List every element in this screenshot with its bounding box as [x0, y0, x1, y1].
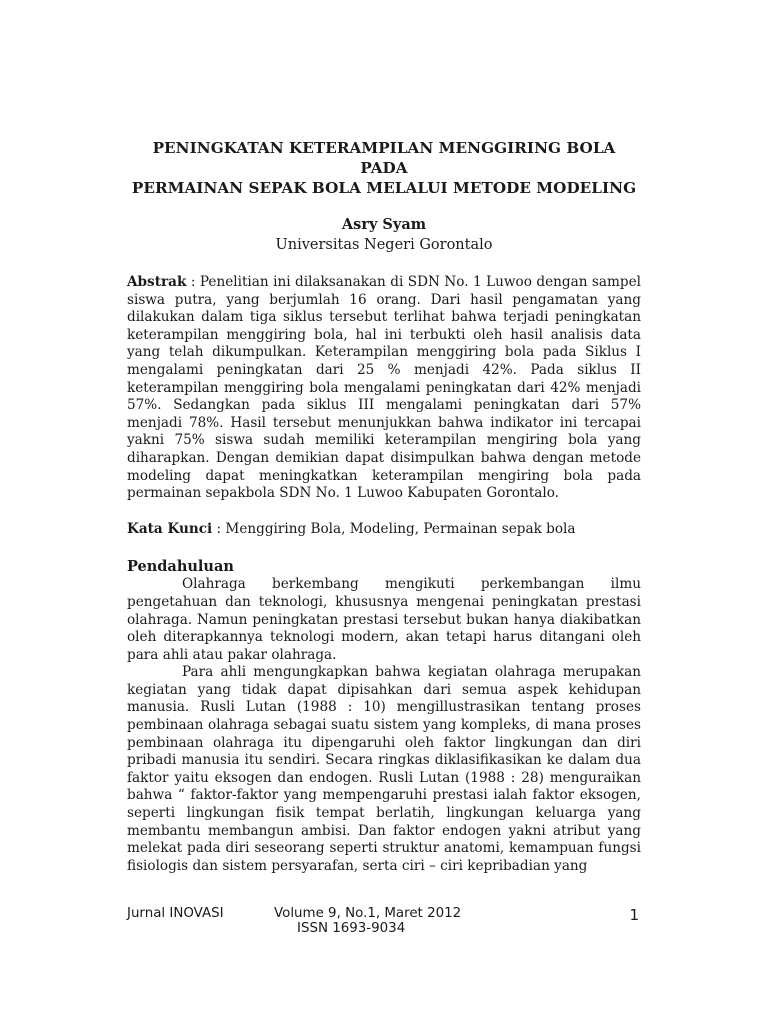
- page-footer: [127, 906, 641, 940]
- keywords-text: : Menggiring Bola, Modeling, Permainan sepak bola: [212, 520, 576, 537]
- body-paragraph-1: Olahraga berkembang mengikuti perkembangan ilmu pengetahuan dan teknologi, khususnya mengenai peningkatan prestasi olahraga. Namun peningkatan prestasi tersebut bukan hanya diakibatkan oleh diterapkannya teknologi modern, akan tetapi harus ditangani oleh para ahli atau pakar olahraga.: [127, 576, 641, 663]
- footer-volume: Volume 9, No.1, Maret 2012: [274, 906, 462, 921]
- footer-page-number: 1: [629, 906, 639, 924]
- keywords: [127, 521, 641, 539]
- abstract: [127, 274, 641, 503]
- paper-title: [127, 138, 641, 198]
- keywords-label: Kata Kunci: [127, 520, 213, 537]
- body-paragraph-2: Para ahli mengungkapkan bahwa kegiatan olahraga merupakan kegiatan yang tidak dapat dipisahkan dari semua aspek kehidupan manusia. Rusli Lutan (1988 : 10) mengillustrasikan tentang proses pembinaan olahraga sebagai suatu sistem yang kompleks, di mana proses pembinaan olahraga itu dipengaruhi oleh faktor lingkungan dan diri pribadi manusia itu sendiri. Secara ringkas diklasifikasikan ke dalam dua faktor yaitu eksogen dan endogen. Rusli Lutan (1988 : 28) menguraikan bahwa “ faktor-faktor yang mempengaruhi prestasi ialah faktor eksogen, seperti lingkungan fisik tempat berlatih, lingkungan keluarga yang membantu membangun ambisi. Dan faktor endogen yakni atribut yang melekat pada diri seseorang seperti struktur anatomi, kemampuan fungsi fisiologis dan sistem persyarafan, serta ciri – ciri kepribadian yang: [127, 664, 641, 874]
- section-heading: Pendahuluan: [127, 558, 234, 576]
- footer-issn: ISSN 1693-9034: [297, 921, 406, 936]
- abstract-text: : Penelitian ini dilaksanakan di SDN No. 1 Luwoo dengan sampel siswa putra, yang berjumlah 16 orang. Dari hasil pengamatan yang dilakukan dalam tiga siklus tersebut terlihat bahwa terjadi peningkatan keterampilan menggiring bola, hal ini terbukti oleh hasil analisis data yang telah dikumpulkan. Keterampilan menggiring bola pada Siklus I mengalami peningkatan dari 25 % menjadi 42%. Pada siklus II keterampilan menggiring bola mengalami peningkatan dari 42% menjadi 57%. Sedangkan pada siklus III mengalami peningkatan dari 57% menjadi 78%. Hasil tersebut menunjukkan bahwa indikator ini tercapai yakni 75% siswa sudah memiliki keterampilan mengiring bola yang diharapkan. Dengan demikian dapat disimpulkan bahwa dengan metode modeling dapat meningkatkan keterampilan mengiring bola pada permainan sepakbola SDN No. 1 Luwoo Kabupaten Gorontalo.: [127, 274, 641, 502]
- author-name: Asry Syam: [341, 216, 427, 233]
- author-affiliation: Universitas Negeri Gorontalo: [275, 237, 493, 253]
- title-line-2: PERMAINAN SEPAK BOLA MELALUI METODE MODELING: [131, 179, 637, 197]
- footer-journal-name: Jurnal INOVASI: [127, 906, 224, 921]
- title-line-1: PENINGKATAN KETERAMPILAN MENGGIRING BOLA PADA: [152, 139, 616, 177]
- paper-page: [127, 138, 641, 875]
- abstract-label: Abstrak: [127, 274, 187, 290]
